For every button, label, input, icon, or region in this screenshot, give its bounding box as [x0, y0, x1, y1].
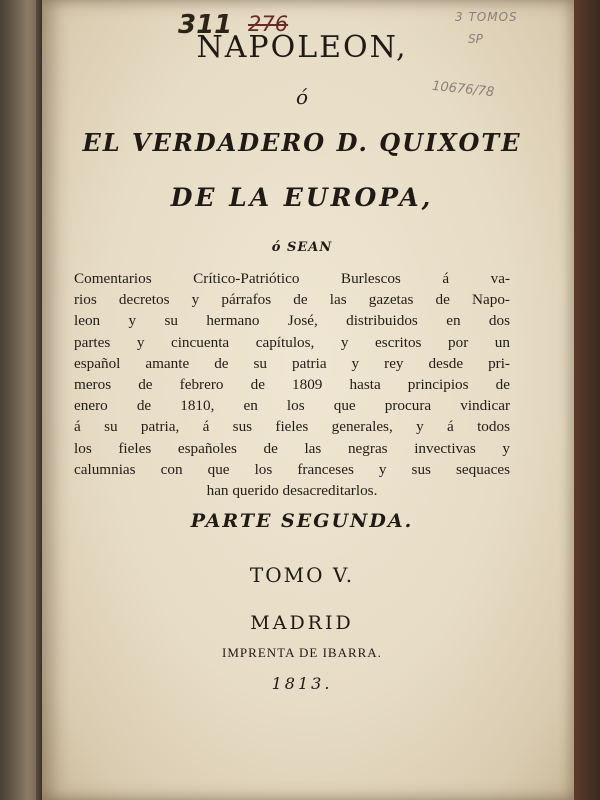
body-line: meros de febrero de 1809 hasta principios de: [74, 376, 510, 394]
title-verdadero-quixote: EL VERDADERO D. QUIXOTE: [82, 128, 522, 157]
title-napoleon: NAPOLEON,: [196, 30, 408, 65]
book-binding: [0, 0, 46, 800]
body-line: á su patria, á sus fieles generales, y á todos: [74, 418, 510, 436]
imprint-printer: IMPRENTA DE IBARRA.: [222, 645, 382, 660]
pencil-note-sp: SP: [468, 32, 483, 46]
body-line: partes y cincuenta capítulos, y escritos por un: [74, 333, 510, 351]
body-line: leon y su hermano José, distribuidos en dos: [74, 312, 510, 330]
body-line: rios decretos y párrafos de las gazetas de Napo-: [74, 291, 510, 309]
body-line: enero de 1810, en los que procura vindicar: [74, 397, 510, 415]
title-o-sean: ó SEAN: [271, 240, 333, 255]
body-line: calumnias con que los franceses y sus sequaces: [74, 460, 510, 478]
right-edge: [574, 0, 600, 800]
pencil-note-tomos: 3 TOMOS: [455, 10, 518, 24]
handwritten-number: 311: [178, 10, 233, 40]
imprint-place: MADRID: [250, 612, 354, 634]
body-line: Comentarios Crítico-Patriótico Burlescos á va-: [74, 270, 510, 287]
body-line: han querido desacreditarlos.: [206, 482, 378, 500]
crossed-out-number: 276: [248, 12, 289, 36]
subtitle-paragraph: [74, 268, 510, 501]
volume-heading: TOMO V.: [249, 563, 355, 587]
title-de-la-europa: DE LA EUROPA,: [170, 183, 434, 212]
body-line: los fieles españoles de las negras invectivas y: [74, 439, 510, 457]
imprint-year: 1813.: [271, 674, 333, 693]
body-line: español amante de su patria y rey desde pri-: [74, 354, 510, 372]
pencil-note-reference: 10676/78: [431, 78, 495, 101]
part-heading: PARTE SEGUNDA.: [190, 510, 414, 532]
title-o: ó: [295, 85, 309, 109]
